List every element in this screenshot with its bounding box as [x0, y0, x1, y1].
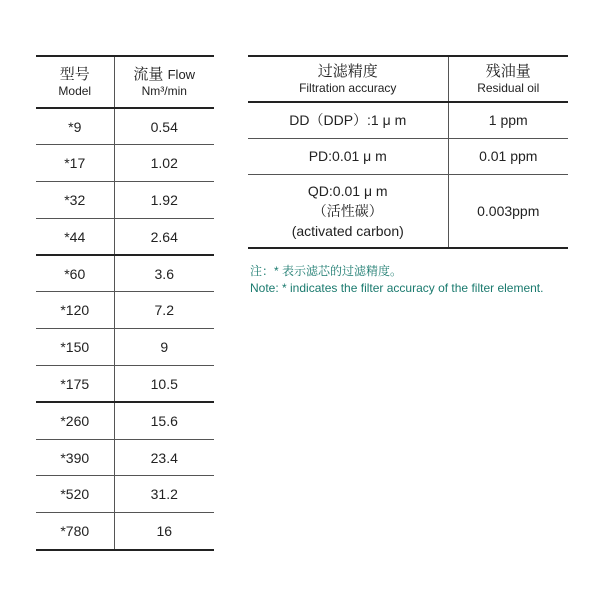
- model-cell: *17: [36, 145, 114, 182]
- accuracy-oil-row: [248, 174, 568, 248]
- accuracy-header-cn: 过滤精度: [317, 62, 378, 80]
- flow-cell: 31.2: [114, 476, 214, 513]
- oil-header-en: Residual oil: [477, 80, 540, 95]
- oil-cell: 0.01 ppm: [448, 138, 568, 174]
- model-header: [36, 56, 114, 108]
- model-flow-row: [36, 439, 214, 476]
- accuracy-line: PD:0.01 μ m: [308, 148, 387, 164]
- accuracy-header-en: Filtration accuracy: [299, 80, 397, 95]
- model-header-en: Model: [58, 83, 92, 98]
- oil-cell: 1 ppm: [448, 102, 568, 138]
- accuracy-cell: [248, 174, 448, 248]
- model-cell: *150: [36, 329, 114, 366]
- accuracy-header: [248, 56, 448, 102]
- note-cn: 注：* 表示滤芯的过滤精度。: [250, 264, 403, 278]
- flow-cell: 10.5: [114, 366, 214, 403]
- flow-cell: 15.6: [114, 402, 214, 439]
- model-cell: *60: [36, 255, 114, 292]
- flow-cell: 9: [114, 329, 214, 366]
- flow-cell: 0.54: [114, 108, 214, 145]
- model-flow-row: [36, 476, 214, 513]
- note-en: Note: * indicates the filter accuracy of the filter element.: [250, 281, 544, 295]
- flow-header: [114, 56, 214, 108]
- model-cell: *44: [36, 218, 114, 255]
- flow-header-unit: Nm³/min: [141, 83, 187, 98]
- accuracy-oil-table: [248, 55, 568, 249]
- model-flow-row: [36, 255, 214, 292]
- model-flow-row: [36, 292, 214, 329]
- model-cell: *120: [36, 292, 114, 329]
- oil-cell: 0.003ppm: [448, 174, 568, 248]
- model-cell: *780: [36, 513, 114, 550]
- model-flow-table: [36, 55, 214, 551]
- accuracy-line: （活性碳）: [312, 202, 383, 219]
- accuracy-cell: [248, 138, 448, 174]
- oil-header-cn: 残油量: [485, 62, 531, 80]
- model-cell: *175: [36, 366, 114, 403]
- model-cell: *32: [36, 182, 114, 219]
- model-flow-row: [36, 145, 214, 182]
- oil-header: [448, 56, 568, 102]
- accuracy-oil-row: [248, 138, 568, 174]
- model-flow-row: [36, 513, 214, 550]
- flow-cell: 2.64: [114, 218, 214, 255]
- flow-cell: 16: [114, 513, 214, 550]
- accuracy-line: QD:0.01 μ m: [307, 182, 388, 199]
- model-header-cn: 型号: [59, 65, 90, 83]
- model-flow-row: [36, 108, 214, 145]
- model-flow-row: [36, 182, 214, 219]
- accuracy-line: DD（DDP）:1 μ m: [289, 112, 407, 129]
- model-flow-header-row: [36, 56, 214, 108]
- accuracy-oil-header-row: [248, 56, 568, 102]
- flow-header-en: Flow: [167, 66, 196, 82]
- accuracy-line: (activated carbon): [291, 222, 404, 239]
- model-cell: *520: [36, 476, 114, 513]
- model-flow-row: [36, 402, 214, 439]
- model-flow-row: [36, 218, 214, 255]
- model-cell: *390: [36, 439, 114, 476]
- model-flow-row: [36, 366, 214, 403]
- flow-cell: 23.4: [114, 439, 214, 476]
- accuracy-cell: [248, 102, 448, 138]
- flow-header-cn: 流量: [133, 65, 164, 83]
- model-flow-row: [36, 329, 214, 366]
- flow-cell: 3.6: [114, 255, 214, 292]
- model-cell: *9: [36, 108, 114, 145]
- flow-cell: 7.2: [114, 292, 214, 329]
- accuracy-oil-row: [248, 102, 568, 138]
- model-cell: *260: [36, 402, 114, 439]
- flow-cell: 1.92: [114, 182, 214, 219]
- flow-cell: 1.02: [114, 145, 214, 182]
